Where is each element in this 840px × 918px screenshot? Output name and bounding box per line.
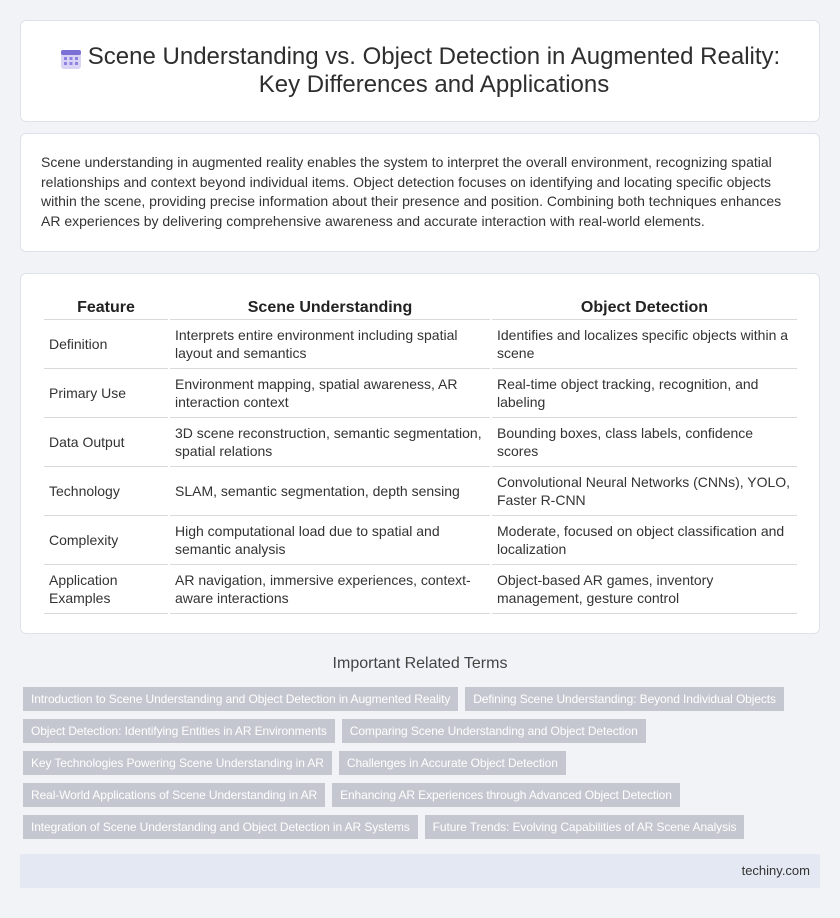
related-term-tag[interactable]: Real-World Applications of Scene Understanding in AR — [23, 783, 325, 807]
feature-cell: Technology — [44, 467, 168, 516]
object-cell: Real-time object tracking, recognition, and labeling — [492, 369, 797, 418]
scene-cell: High computational load due to spatial and semantic analysis — [170, 516, 490, 565]
related-term-tag[interactable]: Enhancing AR Experiences through Advanced Object Detection — [332, 783, 680, 807]
related-term-tag[interactable]: Comparing Scene Understanding and Object Detection — [342, 719, 646, 743]
table-row — [44, 418, 797, 467]
related-term-tag[interactable]: Challenges in Accurate Object Detection — [339, 751, 566, 775]
table-row — [44, 369, 797, 418]
header-scene-understanding: Scene Understanding — [170, 294, 490, 320]
scene-cell: Environment mapping, spatial awareness, AR interaction context — [170, 369, 490, 418]
object-cell: Bounding boxes, class labels, confidence scores — [492, 418, 797, 467]
feature-cell: Complexity — [44, 516, 168, 565]
scene-cell: SLAM, semantic segmentation, depth sensing — [170, 467, 490, 516]
feature-cell: Definition — [44, 320, 168, 369]
related-terms-list — [23, 687, 823, 847]
feature-cell: Data Output — [44, 418, 168, 467]
page-title: Scene Understanding vs. Object Detection in Augmented Reality: Key Differences and Applications — [87, 43, 781, 98]
table-row — [44, 516, 797, 565]
related-term-tag[interactable]: Introduction to Scene Understanding and Object Detection in Augmented Reality — [23, 687, 458, 711]
object-cell: Convolutional Neural Networks (CNNs), YOLO, Faster R-CNN — [492, 467, 797, 516]
table-header-row — [44, 294, 797, 320]
scene-cell: AR navigation, immersive experiences, context-aware interactions — [170, 565, 490, 614]
object-cell: Moderate, focused on object classification and localization — [492, 516, 797, 565]
related-term-tag[interactable]: Object Detection: Identifying Entities in AR Environments — [23, 719, 335, 743]
related-term-tag[interactable]: Future Trends: Evolving Capabilities of AR Scene Analysis — [425, 815, 745, 839]
related-term-tag[interactable]: Key Technologies Powering Scene Understanding in AR — [23, 751, 332, 775]
scene-cell: 3D scene reconstruction, semantic segmentation, spatial relations — [170, 418, 490, 467]
object-cell: Object-based AR games, inventory management, gesture control — [492, 565, 797, 614]
footer — [20, 854, 820, 888]
intro-paragraph: Scene understanding in augmented reality enables the system to interpret the overall environment, recognizing spatial relationships and context beyond individual items. Object detection focuses on identifying and locating specific objects within the scene, providing precise information about their presence and position. Combining both techniques enhances AR experiences by delivering comprehensive awareness and accurate interaction with real-world elements. — [41, 154, 782, 229]
header-object-detection: Object Detection — [492, 294, 797, 320]
intro-card — [20, 133, 820, 252]
comparison-table — [42, 294, 799, 614]
title-card — [20, 20, 820, 122]
comparison-card — [20, 273, 820, 634]
feature-cell: Application Examples — [44, 565, 168, 614]
related-term-tag[interactable]: Integration of Scene Understanding and Object Detection in AR Systems — [23, 815, 418, 839]
site-name[interactable]: techiny.com — [741, 863, 810, 878]
table-row — [44, 467, 797, 516]
related-term-tag[interactable]: Defining Scene Understanding: Beyond Individual Objects — [465, 687, 784, 711]
table-row — [44, 320, 797, 369]
header-feature: Feature — [44, 294, 168, 320]
related-terms-heading: Important Related Terms — [332, 655, 508, 672]
feature-cell: Primary Use — [44, 369, 168, 418]
object-cell: Identifies and localizes specific objects within a scene — [492, 320, 797, 369]
scene-cell: Interprets entire environment including spatial layout and semantics — [170, 320, 490, 369]
table-row — [44, 565, 797, 614]
